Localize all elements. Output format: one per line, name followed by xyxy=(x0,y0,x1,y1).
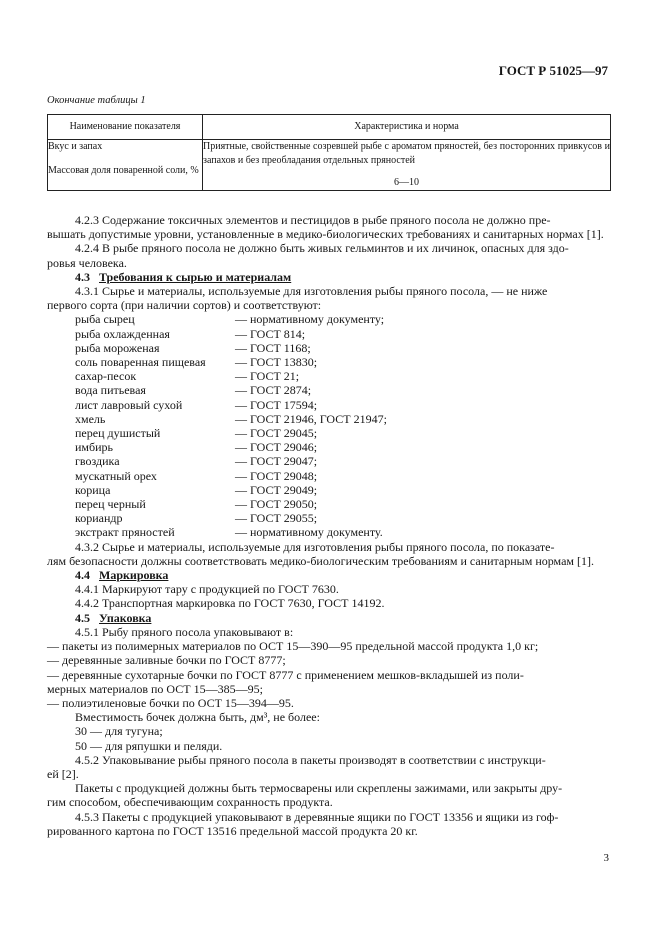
list-item: перец черный — ГОСТ 29050; xyxy=(75,497,318,512)
section-title: Маркировка xyxy=(99,568,169,583)
indicator-cell xyxy=(48,140,203,191)
norm-cell xyxy=(203,140,611,191)
column-header-norm: Характеристика и норма xyxy=(203,115,611,140)
list-item: хмель — ГОСТ 21946, ГОСТ 21947; xyxy=(75,411,387,426)
list-item: соль поваренная пищевая — ГОСТ 13830; xyxy=(75,355,318,370)
paragraph-4-2-3-rest: вышать допустимые уровни, установленные в медико-биологических требованиях и санитарных нормах [1]. xyxy=(47,227,604,242)
page-number: 3 xyxy=(603,852,609,864)
list-item: лист лавровый сухой — ГОСТ 17594; xyxy=(75,397,318,412)
section-4-4-heading xyxy=(75,568,611,582)
paragraph-4-3-1-rest: первого сорта (при наличии сортов) и соответствуют: xyxy=(47,298,322,313)
list-item: сахар-песок — ГОСТ 21; xyxy=(75,369,300,384)
column-header-indicator: Наименование показателя xyxy=(48,115,203,140)
paragraph-4-5-1: 4.5.1 Рыбу пряного посола упаковывают в: xyxy=(75,624,294,639)
section-4-5-heading xyxy=(75,611,611,625)
packaging-item-wet-barrels: — деревянные заливные бочки по ГОСТ 8777; xyxy=(47,653,286,668)
packaging-item-dry-barrels-first: — деревянные сухотарные бочки по ГОСТ 8777 с применением мешков-вкладышей из поли- xyxy=(47,667,524,682)
capacity-tugun: 30 — для тугуна; xyxy=(75,724,163,739)
list-item: гвоздика — ГОСТ 29047; xyxy=(75,454,318,469)
list-item: мускатный орех — ГОСТ 29048; xyxy=(75,468,318,483)
paragraph-bags-rest: гим способом, обеспечивающим сохранность продукта. xyxy=(47,795,333,810)
indicators-table xyxy=(47,114,611,191)
table-caption: Окончание таблицы 1 xyxy=(47,95,146,106)
indicator-salt: Массовая доля поваренной соли, % xyxy=(48,165,199,176)
section-4-3-heading xyxy=(75,270,611,284)
norm-salt: 6—10 xyxy=(394,177,419,188)
section-number: 4.5 xyxy=(75,610,90,625)
paragraph-4-3-2-first: 4.3.2 Сырье и материалы, используемые для изготовления рыбы пряного посола, по показате- xyxy=(75,539,555,554)
paragraph-4-5-3-first: 4.5.3 Пакеты с продукцией упаковывают в деревянные ящики по ГОСТ 13356 и ящики из гоф- xyxy=(75,809,559,824)
list-item: имбирь — ГОСТ 29046; xyxy=(75,440,318,455)
list-item: рыба мороженая — ГОСТ 1168; xyxy=(75,340,311,355)
document-body xyxy=(47,213,611,838)
list-item: рыба сырец — нормативному документу; xyxy=(75,312,385,327)
document-header: ГОСТ Р 51025—97 xyxy=(498,63,608,78)
packaging-item-dry-barrels-rest: мерных материалов по ОСТ 15—385—95; xyxy=(47,681,263,696)
section-title: Упаковка xyxy=(99,610,152,625)
list-item: кориандр — ГОСТ 29055; xyxy=(75,511,318,526)
paragraph-bags-first: Пакеты с продукцией должны быть термосварены или скреплены зажимами, или закрыты дру- xyxy=(75,781,563,796)
paragraph-4-4-2: 4.4.2 Транспортная маркировка по ГОСТ 7630, ГОСТ 14192. xyxy=(75,596,385,611)
paragraph-4-5-2-rest: ей [2]. xyxy=(47,766,79,781)
paragraph-4-5-2-first: 4.5.2 Упаковывание рыбы пряного посола в пакеты производят в соответствии с инструкци- xyxy=(75,752,546,767)
section-title: Требования к сырью и материалам xyxy=(99,269,292,284)
paragraph-4-3-2-rest: лям безопасности должны соответствовать медико-биологическим требованиям и санитарным нормам [1]. xyxy=(47,553,594,568)
table-header-row xyxy=(48,115,611,140)
section-number: 4.4 xyxy=(75,568,90,583)
paragraph-4-2-4-first: 4.2.4 В рыбе пряного посола не должно быть живых гельминтов и их личинок, опасных для здо- xyxy=(75,241,569,256)
list-item: экстракт пряностей — нормативному документу. xyxy=(75,525,383,540)
list-item: вода питьевая — ГОСТ 2874; xyxy=(75,383,312,398)
paragraph-4-2-4-rest: ровья человека. xyxy=(47,255,127,270)
list-item: рыба охлажденная — ГОСТ 814; xyxy=(75,326,306,341)
paragraph-4-3-1-first: 4.3.1 Сырье и материалы, используемые для изготовления рыбы пряного посола, — не ниже xyxy=(75,284,548,299)
norm-taste: Приятные, свойственные созревшей рыбе с ароматом пряностей, без посторонних привкусов и запахов и без преобладания отдельных пряностей xyxy=(203,141,610,166)
capacity-ryapushka: 50 — для ряпушки и пеляди. xyxy=(75,738,223,753)
paragraph-4-4-1: 4.4.1 Маркируют тару с продукцией по ГОСТ 7630. xyxy=(75,582,339,597)
list-item: перец душистый — ГОСТ 29045; xyxy=(75,426,318,441)
indicator-taste: Вкус и запах xyxy=(48,141,103,152)
packaging-item-poly-barrels: — полиэтиленовые бочки по ОСТ 15—394—95. xyxy=(47,695,294,710)
paragraph-4-5-3-rest: рированного картона по ГОСТ 13516 предельной массой продукта 20 кг. xyxy=(47,823,418,838)
table-row xyxy=(48,140,611,191)
section-number: 4.3 xyxy=(75,269,90,284)
list-item: корица — ГОСТ 29049; xyxy=(75,482,318,497)
paragraph-4-2-3-first: 4.2.3 Содержание токсичных элементов и пестицидов в рыбе пряного посола не должно пре- xyxy=(75,213,551,227)
packaging-item-bags: — пакеты из полимерных материалов по ОСТ 15—390—95 предельной массой продукта 1,0 кг; xyxy=(47,639,539,654)
capacity-note: Вместимость бочек должна быть, дм³, не более: xyxy=(75,710,320,725)
materials-list xyxy=(75,312,611,539)
